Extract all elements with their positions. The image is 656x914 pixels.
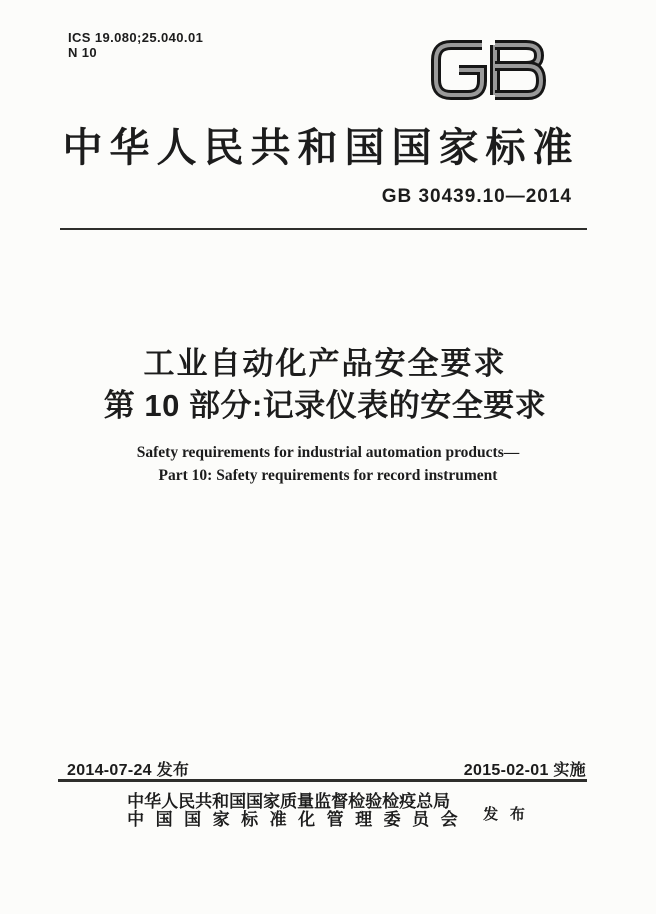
publisher-names: [127, 793, 469, 829]
publisher-block: [0, 793, 656, 829]
class-code: N 10: [68, 45, 98, 60]
ics-code: ICS 19.080;25.040.01: [68, 30, 204, 45]
document-title-english: [0, 441, 656, 487]
date-row: [67, 757, 586, 780]
ics-classification: [68, 30, 203, 60]
publish-label: 发 布: [483, 806, 529, 823]
gb-logo-icon: [430, 37, 555, 103]
header-divider: [60, 228, 587, 230]
title-cn-line2: 第 10 部分:记录仪表的安全要求: [103, 388, 547, 423]
title-cn-line1: 工业自动化产品安全要求: [143, 346, 507, 381]
publisher-line2: 中国国家标准化管理委员会: [127, 810, 470, 829]
title-en-line2: Part 10: Safety requirements for record instrument: [158, 467, 498, 484]
publisher-line1: 中华人民共和国国家质量监督检验检疫总局: [127, 792, 451, 811]
implementation-date: 2015-02-01 实施: [463, 762, 586, 779]
footer-divider: [58, 779, 587, 782]
standard-number: GB 30439.10—2014: [381, 186, 572, 207]
issue-date: 2014-07-24 发布: [67, 762, 190, 779]
document-title-chinese: [0, 343, 650, 427]
national-standard-title: 中华人民共和国国家标准: [62, 125, 580, 170]
title-en-line1: Safety requirements for industrial automation products—: [136, 444, 520, 461]
